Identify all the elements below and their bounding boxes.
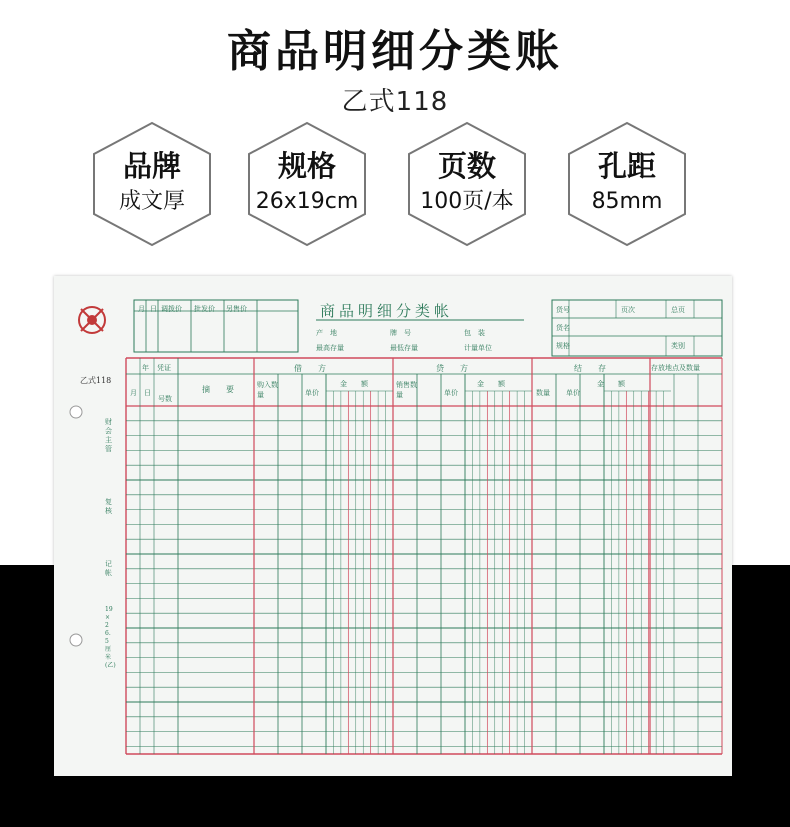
spec-badge-size <box>245 120 369 248</box>
col-summary: 摘 要 <box>202 385 234 394</box>
box-label-retail-price: 另售价 <box>226 305 247 313</box>
box-label-wholesale-price: 批发价 <box>194 305 215 313</box>
margin-size: 19×26.5厘米(乙) <box>105 606 116 669</box>
right-label-item-no: 货号 <box>556 306 570 314</box>
brand-logo-icon <box>79 307 105 333</box>
margin-bookkeeping: 记帐 <box>105 560 112 577</box>
info-min-stock: 最低存量 <box>390 344 418 352</box>
col-month: 月 <box>130 389 137 397</box>
info-max-stock: 最高存量 <box>316 344 344 352</box>
hexagon-icon <box>565 120 689 248</box>
col-debit-amount: 金 额 <box>340 380 368 388</box>
page-subtitle: 乙式118 <box>341 87 449 117</box>
hexagon-icon <box>90 120 214 248</box>
info-origin: 产 地 <box>316 329 337 337</box>
ledger-sheet <box>54 276 732 776</box>
spec-label: 品牌 <box>122 149 181 183</box>
margin-review: 复核 <box>105 498 112 515</box>
info-unit: 计量单位 <box>464 344 492 352</box>
col-sales-qty: 销售数量 <box>396 381 417 399</box>
col-number: 号数 <box>158 395 172 403</box>
group-debit: 借 方 <box>294 364 326 373</box>
ledger-title: 商品明细分类帐 <box>320 302 454 320</box>
spec-value: 26x19cm <box>255 189 359 214</box>
punch-hole-icon <box>70 634 82 646</box>
price-box <box>134 300 298 352</box>
right-label-category: 类别 <box>671 342 685 350</box>
box-label-month: 月 <box>138 305 145 313</box>
spec-value: 成文厚 <box>118 189 185 214</box>
col-balance-amount: 金 额 <box>597 380 625 388</box>
spec-value: 85mm <box>591 189 663 214</box>
spec-label: 孔距 <box>597 149 656 183</box>
item-info-box <box>552 300 722 356</box>
group-credit: 贷 方 <box>436 364 468 373</box>
spec-label: 规格 <box>277 149 336 183</box>
box-label-day: 日 <box>150 305 157 313</box>
col-voucher: 凭证 <box>157 364 171 372</box>
right-label-spec: 规格 <box>556 342 570 350</box>
col-year: 年 <box>142 364 149 372</box>
col-day: 日 <box>144 389 151 397</box>
col-balance-price: 单价 <box>566 389 580 397</box>
info-brand: 牌 号 <box>390 329 411 337</box>
right-label-page: 页次 <box>621 306 635 314</box>
col-balance-qty: 数量 <box>536 389 550 397</box>
group-storage: 存放地点及数量 <box>651 364 700 372</box>
spec-badge-brand <box>90 120 214 248</box>
spec-value: 100页/本 <box>420 189 514 214</box>
info-package: 包 装 <box>464 329 485 337</box>
page-title: 商品明细分类账 <box>227 26 563 77</box>
hexagon-icon <box>405 120 529 248</box>
group-balance: 结 存 <box>574 364 606 373</box>
right-label-total-pages: 总页 <box>671 306 685 314</box>
margin-supervisor: 财会主管 <box>105 418 112 453</box>
spec-badge-hole-spacing <box>565 120 689 248</box>
spec-label: 页数 <box>437 149 496 183</box>
punch-hole-icon <box>70 406 82 418</box>
col-debit-price: 单价 <box>305 389 319 397</box>
col-credit-amount: 金 额 <box>477 380 505 388</box>
col-credit-price: 单价 <box>444 389 458 397</box>
right-label-item-name: 货名 <box>556 324 570 332</box>
col-purchase-qty: 购入数量 <box>257 381 278 399</box>
form-code: 乙式118 <box>80 376 112 385</box>
box-label-transfer-price: 调拨价 <box>161 305 182 313</box>
spec-badge-pages <box>405 120 529 248</box>
hexagon-icon <box>245 120 369 248</box>
